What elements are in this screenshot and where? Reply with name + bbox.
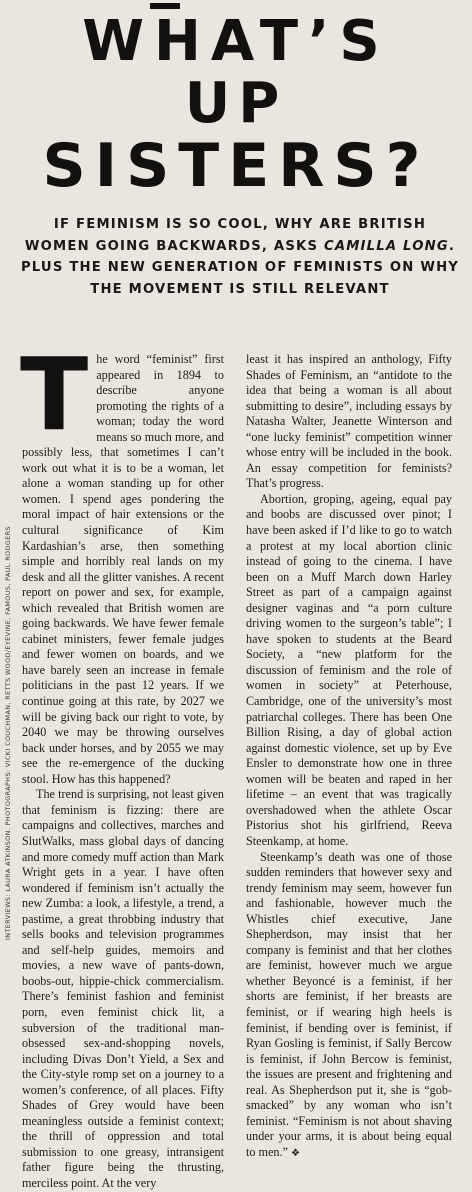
drop-cap: T xyxy=(20,336,89,453)
article-column-right xyxy=(246,352,452,1161)
headline-line-1: WHAT’S xyxy=(82,9,390,74)
headline-line-2: UP xyxy=(184,71,288,136)
standfirst-lead: IF FEMINISM IS SO COOL, WHY ARE BRITISH WOMEN GOING BACKWARDS, ASKS xyxy=(24,217,427,254)
photo-credits-text: INTERVIEWS: LAURA ATKINSON. PHOTOGRAPHS: VICKI COUCHMAN, RETTS WOOD/EYEVINE, FAMOUS, PAUL RODGERS xyxy=(4,526,12,940)
article-column-left xyxy=(20,336,224,1192)
paragraph xyxy=(246,850,452,1162)
paragraph-text: Steenkamp’s death was one of those sudden reminders that however sexy and trendy feminism may seem, however fun and fashionable, however much the Whistles chief executive, Jane Shepherdson, may insist that her company is feminist and that her clothes are feminist, however much we argue whether Beyoncé is a feminist, if her shorts are feminist, if her breasts are feminist, or if wearing high heels is feminist, if bending over is feminist, if Ryan Gosling is feminist, if Sally Bercow is feminist, if John Bercow is feminist, the issues are present and frightening and real. As Shepherdson put it, she is “gob-smacked” by any woman who isn’t feminist. “Feminism is not about shaving under your arms, it is about being equal to men.” xyxy=(246,849,452,1159)
paragraph: Abortion, groping, ageing, equal pay and boobs are discussed over pinot; I have been asked if I’d like to go to watch a protest at my local abortion clinic instead of going to the cinema. I have been on a Muff March down Harley Street as part of a campaign against designer vaginas and “a porn culture driving women to the surgeon’s table”; I have spoken to students at the Beard Society, a “new platform for the discussion of feminism and the role of women in society” at Peterhouse, Cambridge, one of the university’s most patriarchal colleges. There has been One Billion Rising, a day of global action against domestic violence, set up by Eve Ensler to demonstrate how one in three women will be beaten and raped in her lifetime – an event that was tragically overshadowed when the athlete Oscar Pistorius shot his girlfriend, Reeva Steenkamp, at home. xyxy=(246,491,452,848)
headline-line-3: SISTERS? xyxy=(42,131,430,201)
standfirst-tail: . PLUS THE NEW GENERATION OF FEMINISTS ON WHY THE MOVEMENT IS STILL RELEVANT xyxy=(20,238,460,297)
paragraph: The trend is surprising, not least given that feminism is fizzing: there are campaigns and collectives, marches and SlutWalks, mass global days of dancing and more comedy muff action than Mark Wright gets in a year. I have often wondered if feminism isn’t actually the new Zumba: a look, a lifestyle, a trend, a pastime, a great throbbing industry that sells books and television programmes and self-help guides, memoirs and movies, a new wave of pants-down, boobs-out, hippie-chick commercialism. There’s feminist fashion and feminist porn, even feminist chick lit, a subversion of the traditional man-obsessed sex-and-shopping novels, including Divas Don’t Yield, a Sex and the City-style romp set on a journey to a women’s conference, of all places. Fifty Shades of Grey would have been meaningless outside a feminist context; the thrill of oppression and total submission to one greasy, intransigent father figure being the thrusting, merciless point. At the very xyxy=(22,787,224,1190)
paragraph: he word “feminist” first appeared in 1894 to describe anyone promoting the rights of a woman; today the word means so much more, and possibly less, that sometimes I can’t work out what it is to be a woman, let alone a woman standing up for other women. I spend ages pondering the moral impact of hair extensions or the cultural significance of Kim Kardashian’s arse, then something simple and horribly real lands on my desk and all the glitter vanishes. A recent report on power and sex, for example, which revealed that British women are going backwards. We have fewer female cabinet ministers, fewer female judges and fewer women on boards, and we have barely seen an increase in female politicians in the past 12 years. If we continue going at this rate, by 2027 we will be giving back our right to vote, by 2040 we may be throwing ourselves back under horses, and by 2055 we may see the re-emergence of the ducking stool. How has this happened? xyxy=(22,352,224,786)
photo-credits xyxy=(4,526,16,940)
standfirst xyxy=(20,214,460,300)
author-name: CAMILLA LONG xyxy=(323,238,449,254)
end-mark-icon: ❖ xyxy=(291,1147,300,1159)
paragraph: least it has inspired an anthology, Fifty Shades of Feminism, an “antidote to the idea that being a woman is all about submitting to desire”, including essays by Natasha Walter, Jeanette Winterson and “one lucky feminist” competition winner whose entry will be included in the book. An essay competition for feminists? That’s progress. xyxy=(246,352,452,491)
